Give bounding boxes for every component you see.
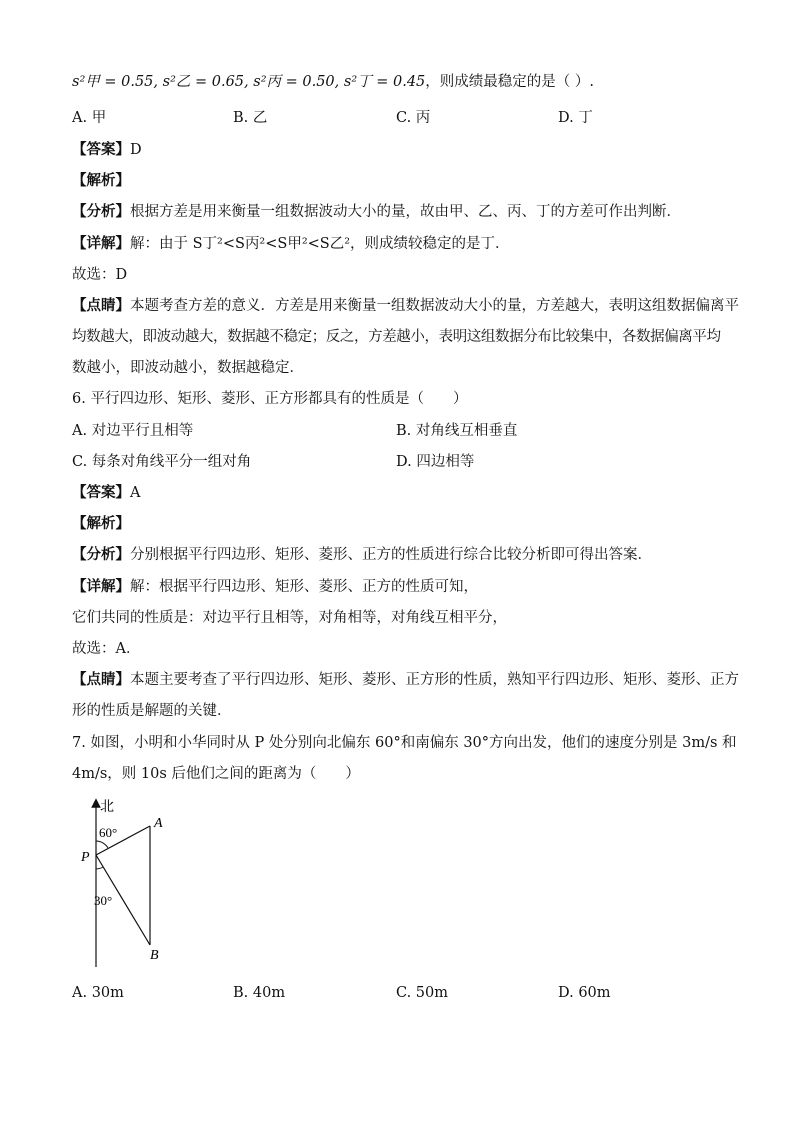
q5-dianjing-line-1	[72, 296, 739, 316]
point-b-label: B	[150, 948, 159, 963]
q5-dianjing-line-2: 均数越大，即波动越大，数据越不稳定；反之，方差越小，表明这组数据分布比较集中，各数据偏离平均	[72, 329, 721, 345]
q5-fenxi	[72, 202, 681, 222]
point-p-label: P	[81, 850, 90, 865]
q6-xiangjie	[72, 577, 478, 597]
q6-option-d: D. 四边相等	[396, 454, 475, 470]
q5-stem	[72, 72, 594, 92]
q5-fenxi-text: 根据方差是用来衡量一组数据波动大小的量，故由甲、乙、丙、丁的方差可作出判断．	[130, 204, 681, 220]
q6-dianjing-text-1: 本题主要考查了平行四边形、矩形、菱形、正方形的性质，熟知平行四边形、矩形、菱形、正方	[130, 672, 739, 688]
angle-30-label: 30°	[94, 893, 113, 908]
q6-dianjing-line-1	[72, 670, 739, 690]
q5-fenxi-tag: 【分析】	[72, 203, 130, 220]
q5-answer-value: D	[130, 142, 142, 158]
q7-option-c: C. 50m	[396, 985, 448, 1001]
q6-dianjing-tag: 【点睛】	[72, 671, 130, 688]
north-label: 北	[100, 800, 114, 815]
q7-option-d: D. 60m	[558, 985, 611, 1001]
q7-stem-line-1: 7. 如图，小明和小华同时从 P 处分别向北偏东 60°和南偏东 30°方向出发，他们的速度分别是 3m/s 和	[72, 735, 737, 751]
q6-answer-value: A	[130, 485, 141, 501]
q6-answer	[72, 483, 140, 503]
q5-choose: 故选：D	[72, 267, 128, 283]
q7-option-b: B. 40m	[233, 985, 286, 1001]
angle-60-label: 60°	[99, 825, 118, 840]
q5-xiangjie	[72, 234, 510, 254]
q5-option-d: D. 丁	[558, 110, 593, 126]
q6-option-a: A. 对边平行且相等	[72, 423, 194, 439]
q6-fenxi-tag: 【分析】	[72, 546, 130, 563]
q5-stem-math: s²甲 = 0.55, s²乙 = 0.65, s²丙 = 0.50, s²丁 = 0.45	[72, 74, 426, 90]
q7-stem-line-2: 4m/s，则 10s 后他们之间的距离为（ ）	[72, 766, 360, 782]
q5-option-b: B. 乙	[233, 110, 268, 126]
point-a-label: A	[154, 816, 163, 831]
q6-analysis-tag: 【解析】	[72, 515, 130, 532]
q6-choose: 故选：A．	[72, 641, 141, 657]
q5-dianjing-text-1: 本题考查方差的意义．方差是用来衡量一组数据波动大小的量，方差越大，表明这组数据偏离平	[130, 298, 739, 314]
q6-xiangjie-tag: 【详解】	[72, 578, 130, 595]
q7-figure	[72, 795, 192, 970]
q6-dianjing-line-2: 形的性质是解题的关键．	[72, 703, 232, 719]
q6-stem: 6. 平行四边形、矩形、菱形、正方形都具有的性质是（ ）	[72, 391, 468, 407]
q5-dianjing-line-3: 数越小，即波动越小，数据越稳定．	[72, 360, 304, 376]
q5-answer-tag: 【答案】	[72, 141, 130, 158]
q7-option-a: A. 30m	[72, 985, 124, 1001]
q6-fenxi	[72, 545, 652, 565]
q5-option-c: C. 丙	[396, 110, 431, 126]
q6-option-b: B. 对角线互相垂直	[396, 423, 518, 439]
q6-answer-tag: 【答案】	[72, 484, 130, 501]
q6-option-c: C. 每条对角线平分一组对角	[72, 454, 252, 470]
angle-arc-60	[96, 841, 108, 848]
q5-xiangjie-text: 解：由于 S丁²<S丙²<S甲²<S乙²，则成绩较稳定的是丁．	[130, 236, 510, 252]
q6-fenxi-text: 分别根据平行四边形、矩形、菱形、正方的性质进行综合比较分析即可得出答案．	[130, 547, 652, 563]
q5-stem-text: ，则成绩最稳定的是（ ）.	[425, 74, 595, 90]
q6-xiangjie-line-2: 它们共同的性质是：对边平行且相等，对角相等，对角线互相平分，	[72, 610, 507, 626]
q5-xiangjie-tag: 【详解】	[72, 235, 130, 252]
q5-answer	[72, 140, 142, 160]
q5-dianjing-tag: 【点睛】	[72, 297, 130, 314]
angle-arc-30	[96, 867, 103, 869]
q5-analysis-tag: 【解析】	[72, 172, 130, 189]
q5-option-a: A. 甲	[72, 110, 107, 126]
q6-xiangjie-text: 解：根据平行四边形、矩形、菱形、正方的性质可知，	[130, 579, 478, 595]
